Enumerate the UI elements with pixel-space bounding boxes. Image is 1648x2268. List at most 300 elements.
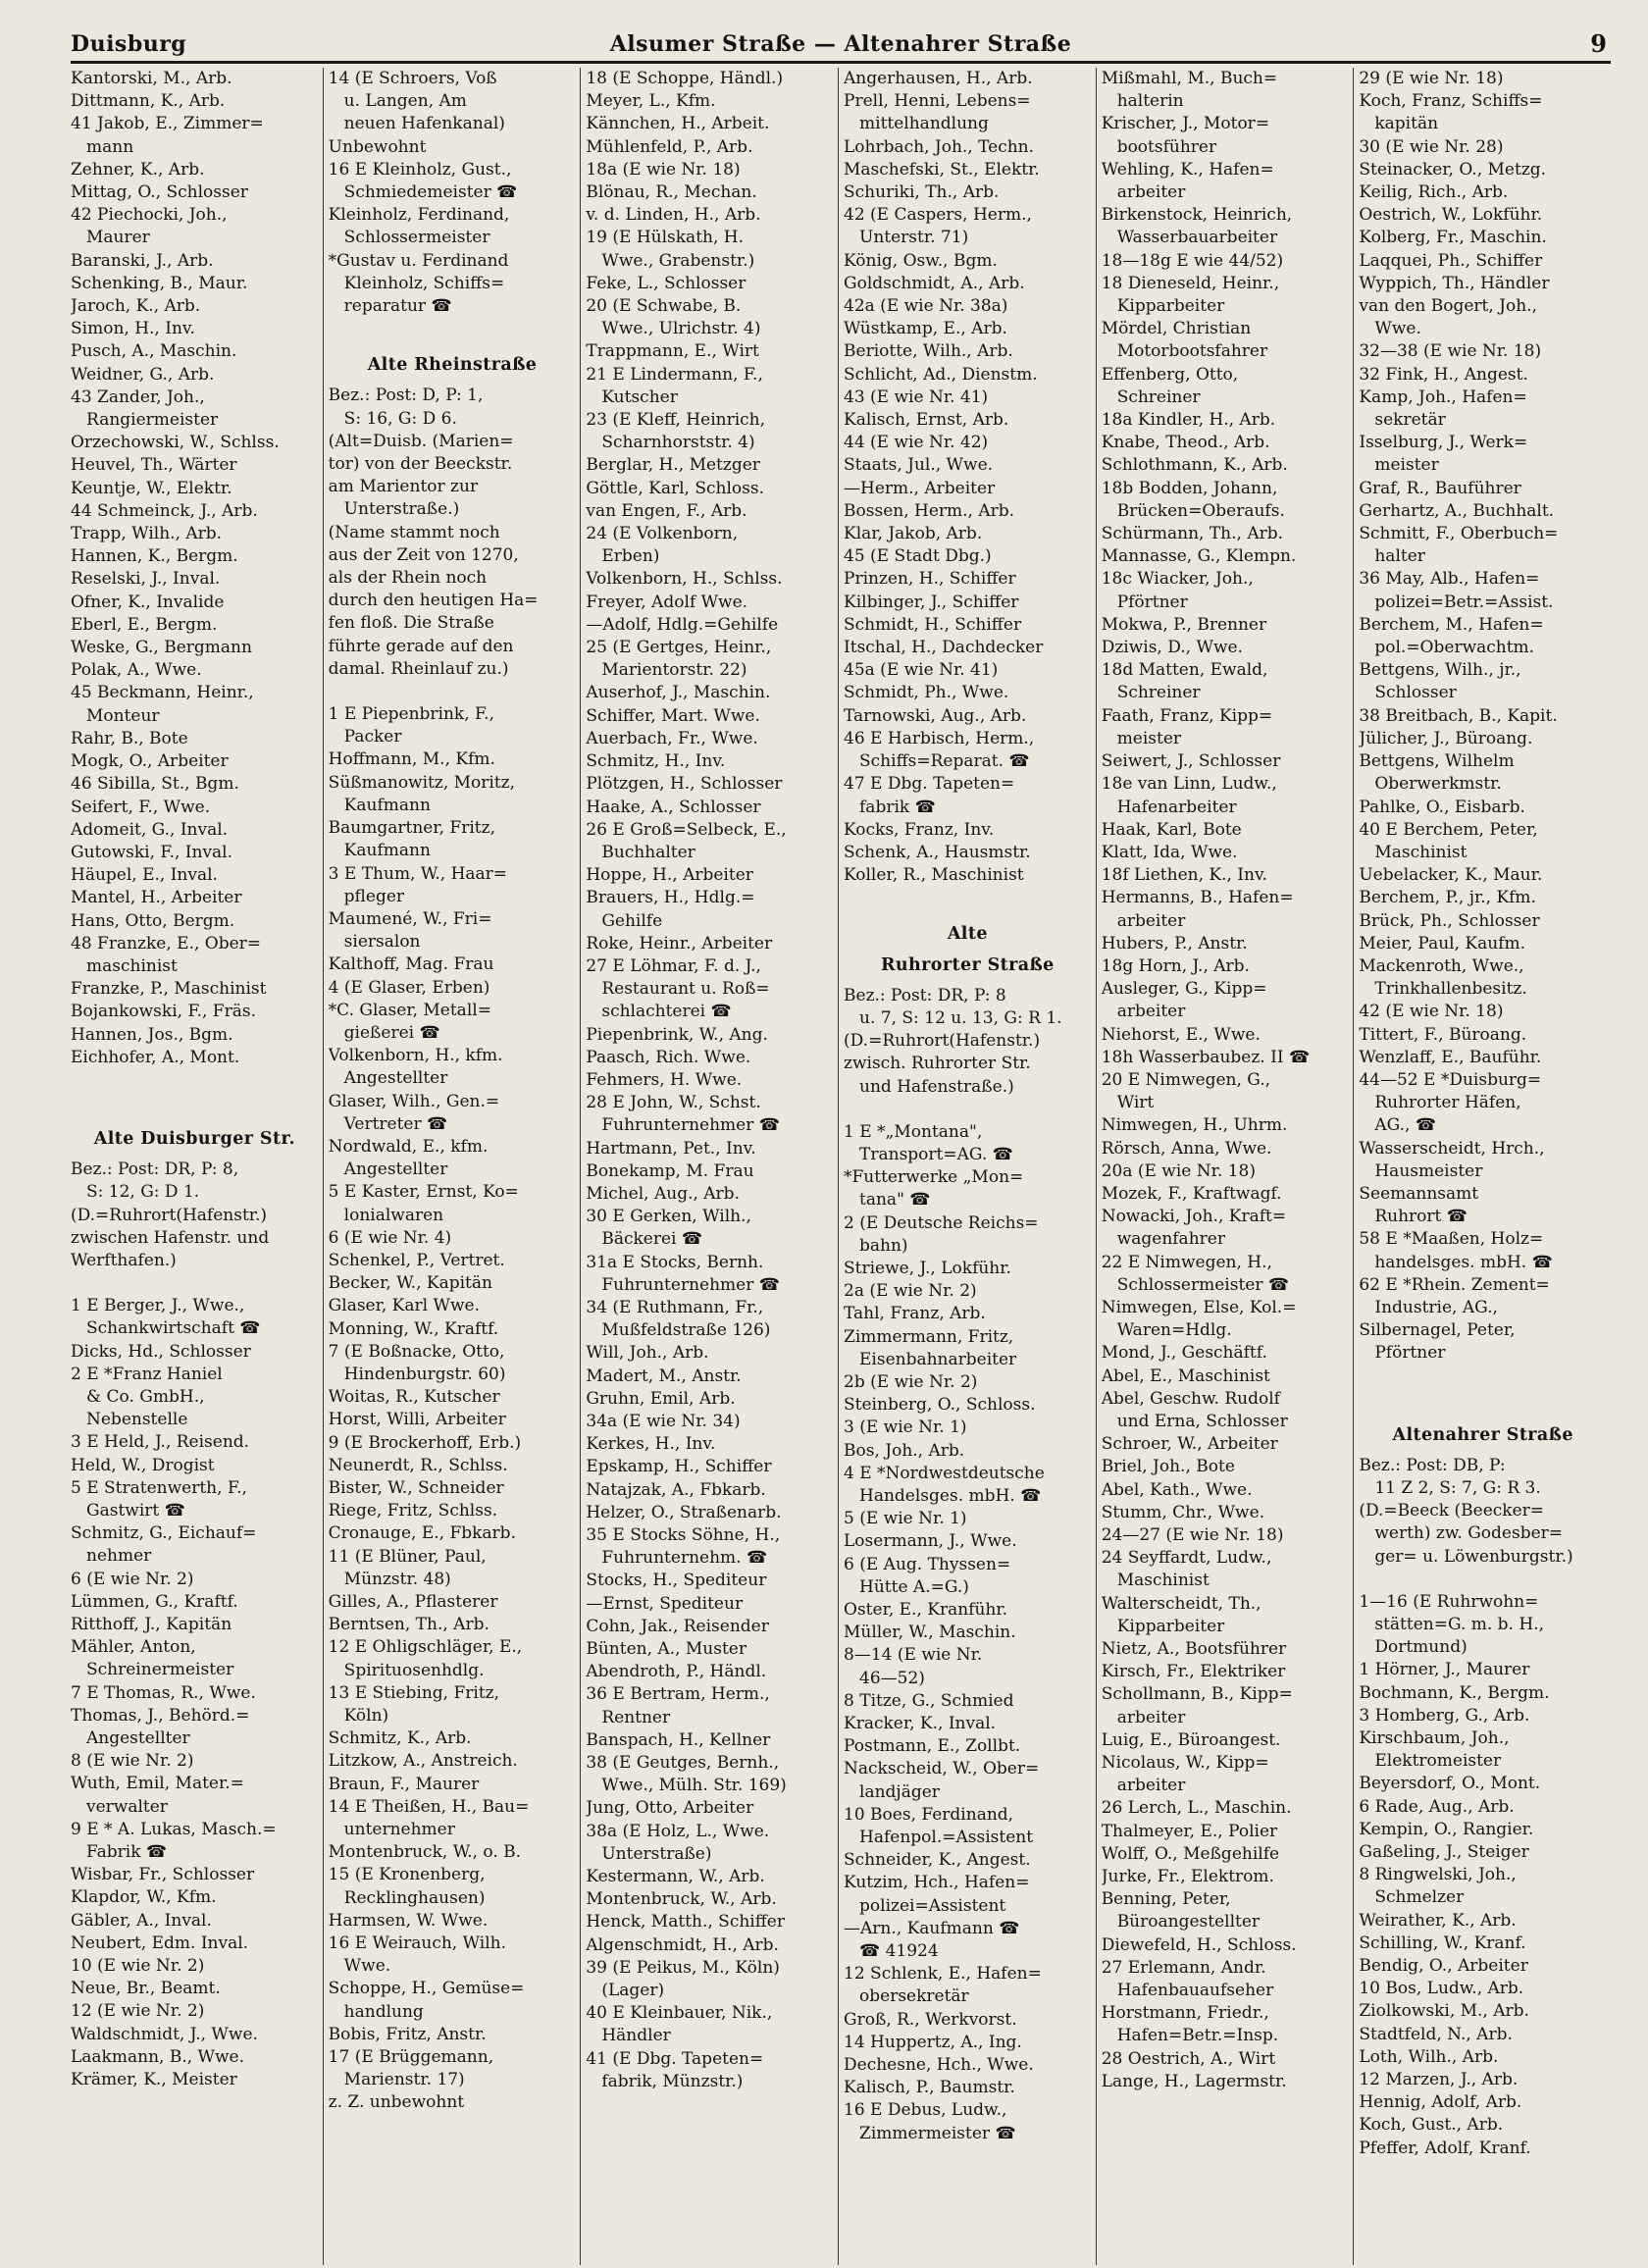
directory-entry: Hubers, P., Anstr. — [1101, 933, 1248, 954]
directory-entry: Brauers, H., Hdlg.= — [586, 888, 755, 908]
entry-continuation: wagenfahrer — [1116, 1229, 1225, 1250]
directory-entry: Bendig, O., Arbeiter — [1359, 1956, 1528, 1977]
directory-entry: Oster, E., Kranführ. — [844, 1600, 1008, 1620]
directory-entry: Mühlenfeld, P., Arb. — [586, 136, 753, 157]
entry-continuation: arbeiter — [1116, 182, 1186, 203]
entry-continuation: Schiffs=Reparat. ☎ — [859, 751, 1030, 772]
page-number: 9 — [1590, 29, 1607, 58]
directory-entry: 6 (E wie Nr. 2) — [71, 1569, 194, 1589]
entry-continuation: bootsführer — [1116, 136, 1217, 157]
spacer — [844, 1099, 1092, 1121]
directory-entry: Abendroth, P., Händl. — [586, 1662, 767, 1682]
directory-entry: 16 E Kleinholz, Gust., — [328, 159, 512, 180]
directory-entry: Kalthoff, Mag. Frau — [328, 954, 494, 975]
directory-entry: Mähler, Anton, — [71, 1637, 196, 1658]
directory-entry: Bez.: Post: DR, P: 8, — [71, 1160, 239, 1180]
directory-entry: Itschal, H., Dachdecker — [844, 638, 1044, 658]
directory-entry: Berchem, M., Hafen= — [1359, 614, 1544, 635]
entry-continuation: Fabrik ☎ — [86, 1842, 168, 1863]
directory-entry: aus der Zeit von 1270, — [328, 544, 519, 565]
directory-entry: Krämer, K., Meister — [71, 2070, 237, 2090]
entry-continuation: und Hafenstraße.) — [859, 1076, 1014, 1097]
entry-continuation: mann — [86, 136, 134, 157]
entry-continuation: Schreiner — [1116, 683, 1201, 703]
directory-entry: 14 E Theißen, H., Bau= — [328, 1796, 530, 1817]
entry-continuation: Hafenpol.=Assistent — [859, 1828, 1034, 1848]
directory-entry: Jurke, Fr., Elektrom. — [1101, 1867, 1274, 1887]
entry-continuation: Ruhrort ☎ — [1374, 1207, 1468, 1227]
directory-entry: 2 (E Deutsche Reichs= — [844, 1212, 1039, 1233]
directory-entry: 1 E Piepenbrink, F., — [328, 704, 494, 725]
directory-entry: Gerhartz, A., Buchhalt. — [1359, 500, 1555, 521]
directory-entry: (Name stammt noch — [328, 522, 500, 542]
directory-entry: Diewefeld, H., Schloss. — [1101, 1934, 1297, 1955]
entry-continuation: Brücken=Oberaufs. — [1116, 500, 1285, 521]
entry-continuation: unternehmer — [343, 1820, 455, 1840]
entry-continuation: fabrik ☎ — [859, 797, 936, 817]
directory-entry: —Ernst, Spediteur — [586, 1593, 744, 1614]
entry-continuation: Kutscher — [601, 387, 678, 407]
street-heading: Ruhrorter Straße — [880, 954, 1055, 975]
directory-entry: Bettgens, Wilhelm — [1359, 751, 1515, 772]
directory-entry: Henck, Matth., Schiffer — [586, 1912, 785, 1933]
directory-entry: Hennig, Adolf, Arb. — [1359, 2092, 1522, 2113]
directory-entry: Cronauge, E., Fbkarb. — [328, 1523, 516, 1544]
directory-entry: Bos, Joh., Arb. — [844, 1440, 965, 1461]
directory-entry: Schilling, W., Kranf. — [1359, 1933, 1526, 1953]
directory-entry: Litzkow, A., Anstreich. — [328, 1751, 518, 1772]
entry-continuation: Kaufmann — [343, 841, 431, 861]
directory-entry: z. Z. unbewohnt — [328, 2092, 465, 2113]
entry-continuation: Münzstr. 48) — [343, 1569, 451, 1589]
directory-entry: Wasserscheidt, Hrch., — [1359, 1138, 1545, 1159]
directory-entry: Berchem, P., jr., Kfm. — [1359, 888, 1536, 908]
directory-entry: 6 Rade, Aug., Arb. — [1359, 1796, 1515, 1817]
directory-entry: als der Rhein noch — [328, 568, 488, 589]
directory-entry: Kalisch, P., Baumstr. — [844, 2078, 1015, 2098]
entry-continuation: u. 7, S: 12 u. 13, G: R 1. — [859, 1007, 1062, 1028]
directory-entry: Kilbinger, J., Schiffer — [844, 592, 1019, 612]
directory-entry: Glaser, Wilh., Gen.= — [328, 1091, 500, 1111]
spacer — [329, 318, 577, 340]
directory-entry: Blönau, R., Mechan. — [586, 182, 757, 203]
directory-entry: 18b Bodden, Johann, — [1101, 478, 1278, 498]
entry-continuation: Pförtner — [1374, 1343, 1446, 1364]
street-heading: Altenahrer Straße — [1392, 1424, 1573, 1445]
entry-continuation: nehmer — [86, 1546, 152, 1567]
entry-continuation: Schlosser — [1374, 683, 1457, 703]
street-heading: Alte Rheinstraße — [367, 355, 538, 376]
entry-continuation: obersekretär — [859, 1986, 969, 2007]
directory-entry: Keilig, Rich., Arb. — [1359, 182, 1509, 203]
directory-entry: Werfthafen.) — [71, 1250, 177, 1270]
directory-entry: v. d. Linden, H., Arb. — [586, 205, 761, 226]
directory-entry: Hermanns, B., Hafen= — [1101, 888, 1294, 908]
directory-entry: 42 Piechocki, Joh., — [71, 205, 228, 226]
directory-entry: Klar, Jakob, Arb. — [844, 524, 983, 544]
entry-continuation: Händler — [601, 2026, 671, 2046]
directory-entry: Heuvel, Th., Wärter — [71, 455, 237, 476]
directory-entry: zwischen Hafenstr. und — [71, 1227, 270, 1248]
directory-entry: Rörsch, Anna, Wwe. — [1101, 1138, 1272, 1159]
directory-entry: Jaroch, K., Arb. — [71, 296, 201, 317]
directory-entry: Nietz, A., Bootsführer — [1101, 1639, 1287, 1660]
directory-entry: Lümmen, G., Kraftf. — [71, 1591, 238, 1612]
entry-continuation: arbeiter — [1116, 910, 1186, 931]
directory-entry: Kirsch, Fr., Elektriker — [1101, 1662, 1286, 1682]
directory-entry: Bez.: Post: DR, P: 8 — [844, 985, 1006, 1005]
entry-continuation: sekretär — [1374, 410, 1446, 431]
directory-entry: Mond, J., Geschäftf. — [1101, 1343, 1267, 1364]
directory-entry: 15 (E Kronenberg, — [328, 1865, 486, 1885]
directory-entry: tor) von der Beeckstr. — [328, 454, 513, 475]
entry-continuation: fabrik, Münzstr.) — [601, 2071, 744, 2091]
directory-entry: Schlicht, Ad., Dienstm. — [844, 364, 1038, 385]
directory-entry: Steinacker, O., Metzg. — [1359, 159, 1547, 180]
entry-continuation: maschinist — [86, 955, 178, 976]
directory-entry: Effenberg, Otto, — [1101, 364, 1239, 385]
directory-entry: 4 (E Glaser, Erben) — [328, 977, 490, 998]
directory-entry: Maschefski, St., Elektr. — [844, 159, 1040, 180]
directory-entry: Ritthoff, J., Kapitän — [71, 1615, 232, 1634]
directory-entry: Schenking, B., Maur. — [71, 273, 248, 293]
directory-entry: 18—18g E wie 44/52) — [1101, 250, 1284, 271]
directory-entry: Tittert, F., Büroang. — [1359, 1024, 1527, 1045]
directory-entry: Epskamp, H., Schiffer — [586, 1457, 772, 1477]
entry-continuation: Unterstr. 71) — [859, 228, 969, 248]
entry-continuation: lonialwaren — [343, 1205, 444, 1225]
entry-continuation: Wwe., Grabenstr.) — [601, 250, 755, 271]
entry-continuation: Rangiermeister — [86, 410, 219, 431]
entry-continuation: Motorbootsfahrer — [1116, 341, 1268, 362]
column-1 — [71, 68, 323, 2265]
directory-entry: Losermann, J., Wwe. — [844, 1531, 1017, 1552]
directory-entry: Schmitt, F., Oberbuch= — [1359, 524, 1559, 544]
directory-entry: Isselburg, J., Werk= — [1359, 433, 1528, 453]
directory-entry: 32 Fink, H., Angest. — [1359, 364, 1528, 385]
directory-entry: 43 Zander, Joh., — [71, 387, 205, 407]
directory-entry: Harmsen, W. Wwe. — [328, 1910, 489, 1931]
entry-continuation: Hafenbauaufseher — [1116, 1981, 1274, 2001]
entry-continuation: Hütte A.=G.) — [859, 1576, 969, 1597]
directory-entry: 1—16 (E Ruhrwohn= — [1359, 1591, 1539, 1612]
directory-entry: Ofner, K., Invalide — [71, 592, 225, 612]
entry-continuation: Schmiedemeister ☎ — [343, 182, 518, 203]
directory-entry: Häupel, E., Inval. — [71, 865, 218, 886]
entry-continuation: stätten=G. m. b. H., — [1374, 1615, 1544, 1634]
directory-entry: Kalisch, Ernst, Arb. — [844, 410, 1009, 431]
directory-entry: 8 Ringwelski, Joh., — [1359, 1865, 1517, 1885]
directory-entry: Natajzak, A., Fbkarb. — [586, 1479, 766, 1500]
directory-entry: 21 E Lindermann, F., — [586, 364, 763, 385]
directory-entry: Roke, Heinr., Arbeiter — [586, 933, 773, 954]
directory-entry: 16 E Debus, Ludw., — [844, 2100, 1007, 2121]
directory-entry: Silbernagel, Peter, — [1359, 1320, 1516, 1341]
directory-entry: Bochmann, K., Bergm. — [1359, 1682, 1550, 1703]
directory-entry: 43 (E wie Nr. 41) — [844, 387, 989, 407]
directory-entry: 5 E Stratenwerth, F., — [71, 1477, 247, 1498]
spacer — [71, 1092, 319, 1114]
directory-entry: Paasch, Rich. Wwe. — [586, 1047, 751, 1067]
entry-continuation: AG., ☎ — [1374, 1115, 1436, 1136]
spacer — [71, 1069, 319, 1092]
directory-entry: Fehmers, H. Wwe. — [586, 1069, 743, 1090]
directory-entry: 25 (E Gertges, Heinr., — [586, 638, 772, 658]
entry-continuation: Fuhrunternehmer ☎ — [601, 1115, 780, 1136]
directory-entry: Klapdor, W., Kfm. — [71, 1887, 217, 1908]
directory-entry: Abel, Geschw. Rudolf — [1101, 1388, 1280, 1409]
entry-continuation: handlung — [343, 2001, 424, 2022]
directory-entry: Schiffer, Mart. Wwe. — [586, 705, 760, 726]
directory-entry: Dechesne, Hch., Wwe. — [844, 2055, 1034, 2076]
entry-continuation: meister — [1116, 728, 1182, 748]
directory-entry: Gaßeling, J., Steiger — [1359, 1842, 1529, 1863]
entry-continuation: Spirituosenhdlg. — [343, 1660, 485, 1680]
directory-entry: 22 E Nimwegen, H., — [1101, 1252, 1272, 1272]
directory-entry: Tarnowski, Aug., Arb. — [844, 705, 1027, 726]
directory-entry: Gäbler, A., Inval. — [71, 1910, 212, 1931]
directory-entry: Weidner, G., Arb. — [71, 364, 215, 385]
directory-entry: Hannen, Jos., Bgm. — [71, 1024, 233, 1045]
directory-entry: Jung, Otto, Arbeiter — [586, 1798, 754, 1819]
entry-continuation: Schlossermeister — [343, 228, 490, 248]
directory-entry: 41 (E Dbg. Tapeten= — [586, 2048, 764, 2069]
directory-entry: Hans, Otto, Bergm. — [71, 910, 235, 931]
directory-entry: Michel, Aug., Arb. — [586, 1183, 740, 1204]
directory-entry: Laakmann, B., Wwe. — [71, 2046, 245, 2067]
directory-entry: Bossen, Herm., Arb. — [844, 500, 1015, 521]
directory-entry: am Marientor zur — [328, 477, 479, 497]
directory-entry: 3 Homberg, G., Arb. — [1359, 1705, 1530, 1726]
directory-entry: Schoppe, H., Gemüse= — [328, 1979, 525, 1999]
directory-entry: Süßmanowitz, Moritz, — [328, 772, 516, 793]
entry-continuation: Wwe., Mülh. Str. 169) — [601, 1776, 787, 1796]
header-city: Duisburg — [71, 31, 187, 57]
directory-entry: Schlothmann, K., Arb. — [1101, 455, 1288, 476]
directory-entry: Prinzen, H., Schiffer — [844, 569, 1016, 590]
entry-continuation: Scharnhorststr. 4) — [601, 433, 755, 453]
directory-entry: Kocks, Franz, Inv. — [844, 819, 995, 840]
spacer — [844, 887, 1092, 909]
directory-entry: Waldschmidt, J., Wwe. — [71, 2024, 258, 2044]
directory-entry: 7 E Thomas, R., Wwe. — [71, 1682, 256, 1703]
entry-continuation: landjäger — [859, 1781, 940, 1802]
entry-continuation: Buchhalter — [601, 842, 695, 862]
directory-entry: Horst, Willi, Arbeiter — [328, 1410, 506, 1430]
directory-entry: 11 (E Blüner, Paul, — [328, 1546, 487, 1567]
entry-continuation: Erben) — [601, 546, 660, 567]
directory-entry: Bojankowski, F., Fräs. — [71, 1002, 256, 1022]
entry-continuation: Köln) — [343, 1706, 389, 1727]
directory-entry: 26 E Groß=Selbeck, E., — [586, 819, 787, 840]
directory-entry: Seifert, F., Wwe. — [71, 797, 211, 817]
directory-entry: Simon, H., Inv. — [71, 319, 195, 339]
entry-continuation: Hausmeister — [1374, 1160, 1483, 1181]
directory-entry: Baumgartner, Fritz, — [328, 818, 495, 839]
entry-continuation: Maschinist — [1116, 1571, 1210, 1591]
directory-entry: Klatt, Ida, Wwe. — [1101, 842, 1238, 862]
directory-entry: Mackenroth, Wwe., — [1359, 955, 1524, 976]
directory-entry: damal. Rheinlauf zu.) — [328, 658, 509, 679]
directory-entry: 12 Marzen, J., Arb. — [1359, 2070, 1519, 2090]
directory-entry: 5 (E wie Nr. 1) — [844, 1509, 967, 1529]
directory-entry: Staats, Jul., Wwe. — [844, 455, 994, 476]
directory-entry: 30 (E wie Nr. 28) — [1359, 136, 1504, 157]
directory-entry: Bez.: Post: D, P: 1, — [328, 386, 484, 406]
entry-continuation: Wwe., Ulrichstr. 4) — [601, 319, 761, 339]
directory-entry: Trapp, Wilh., Arb. — [71, 524, 223, 544]
directory-entry: Keuntje, W., Elektr. — [71, 478, 232, 498]
column-2 — [323, 68, 581, 2265]
entry-continuation: Oberwerkmstr. — [1374, 774, 1502, 795]
directory-entry: Schmitz, G., Eichauf= — [71, 1523, 257, 1544]
entry-continuation: Kipparbeiter — [1116, 1616, 1225, 1636]
directory-entry: 38a (E Holz, L., Wwe. — [586, 1821, 770, 1841]
directory-entry: 1 Hörner, J., Maurer — [1359, 1660, 1530, 1680]
entry-continuation: Gehilfe — [601, 910, 663, 931]
directory-entry: 28 E John, W., Schst. — [586, 1093, 761, 1113]
directory-entry: Banspach, H., Kellner — [586, 1729, 771, 1750]
directory-entry: 42a (E wie Nr. 38a) — [844, 296, 1008, 317]
directory-entry: Wenzlaff, E., Bauführ. — [1359, 1047, 1542, 1067]
entry-continuation: Nebenstelle — [86, 1410, 188, 1430]
directory-entry: Prell, Henni, Lebens= — [844, 91, 1031, 112]
directory-entry: Kolberg, Fr., Maschin. — [1359, 228, 1547, 248]
entry-continuation: bahn) — [859, 1235, 908, 1256]
entry-continuation: Fuhrunternehm. ☎ — [601, 1548, 768, 1569]
directory-entry: Plötzgen, H., Schlosser — [586, 774, 783, 795]
directory-entry: 12 E Ohligschläger, E., — [328, 1637, 523, 1658]
directory-entry: Tahl, Franz, Arb. — [844, 1304, 986, 1324]
directory-entry: Kleinholz, Ferdinand, — [328, 205, 510, 226]
directory-entry: 12 (E wie Nr. 2) — [71, 2001, 205, 2022]
entry-continuation: handelsges. mbH. ☎ — [1374, 1252, 1553, 1272]
directory-entry: Müller, W., Maschin. — [844, 1623, 1016, 1643]
directory-entry: Bettgens, Wilh., jr., — [1359, 660, 1521, 681]
directory-entry: 31a E Stocks, Bernh. — [586, 1252, 764, 1272]
directory-entry: Kracker, K., Inval. — [844, 1714, 997, 1734]
entry-continuation: pol.=Oberwachtm. — [1374, 638, 1535, 658]
directory-entry: 18 (E Schoppe, Händl.) — [586, 69, 784, 88]
directory-entry: 40 E Kleinbauer, Nik., — [586, 2003, 773, 2024]
directory-entry: 46 E Harbisch, Herm., — [844, 728, 1035, 748]
entry-continuation: mittelhandlung — [859, 114, 989, 134]
directory-entry: 34a (E wie Nr. 34) — [586, 1411, 741, 1431]
directory-entry: Schürmann, Th., Arb. — [1101, 524, 1284, 544]
entry-continuation: Handelsges. mbH. ☎ — [859, 1485, 1042, 1506]
directory-entry: Schmidt, Ph., Wwe. — [844, 683, 1009, 703]
directory-entry: Kännchen, H., Arbeit. — [586, 114, 770, 134]
directory-entry: 1 E Berger, J., Wwe., — [71, 1296, 245, 1316]
directory-entry: 36 May, Alb., Hafen= — [1359, 569, 1540, 590]
directory-entry: Reselski, J., Inval. — [71, 569, 221, 590]
directory-entry: 29 (E wie Nr. 18) — [1359, 69, 1504, 88]
directory-entry: Mittag, O., Schlosser — [71, 182, 248, 203]
directory-entry: 18e van Linn, Ludw., — [1101, 774, 1277, 795]
column-4 — [838, 68, 1096, 2265]
directory-entry: 6 (E wie Nr. 4) — [328, 1227, 452, 1248]
directory-entry: Abel, E., Maschinist — [1101, 1366, 1270, 1386]
page-header — [71, 29, 1611, 64]
directory-entry: 18g Horn, J., Arb. — [1101, 955, 1250, 976]
entry-continuation: Kipparbeiter — [1116, 296, 1225, 317]
directory-entry: Seiwert, J., Schlosser — [1101, 751, 1281, 772]
directory-entry: 24 (E Volkenborn, — [586, 524, 739, 544]
directory-entry: Koch, Franz, Schiffs= — [1359, 91, 1543, 112]
directory-entry: Kamp, Joh., Hafen= — [1359, 387, 1527, 407]
entry-continuation: arbeiter — [1116, 1707, 1186, 1727]
directory-entry: 18a (E wie Nr. 18) — [586, 159, 741, 180]
entry-continuation: u. Langen, Am — [343, 91, 467, 112]
directory-entry: (Alt=Duisb. (Marien= — [328, 431, 514, 451]
directory-entry: 14 Huppertz, A., Ing. — [844, 2032, 1022, 2052]
directory-entry: Adomeit, G., Inval. — [71, 819, 229, 840]
directory-entry: 9 E * A. Lukas, Masch.= — [71, 1819, 277, 1839]
entry-continuation: Elektromeister — [1374, 1751, 1502, 1772]
column-5 — [1096, 68, 1354, 2265]
directory-entry: Berntsen, Th., Arb. — [328, 1615, 489, 1635]
directory-entry: 5 E Kaster, Ernst, Ko= — [328, 1182, 519, 1203]
entry-continuation: Dortmund) — [1374, 1637, 1468, 1658]
directory-entry: Göttle, Karl, Schloss. — [586, 478, 764, 498]
directory-entry: 38 Breitbach, B., Kapit. — [1359, 705, 1558, 726]
directory-entry: Bobis, Fritz, Anstr. — [328, 2024, 487, 2044]
directory-entry: 42 (E wie Nr. 18) — [1359, 1002, 1504, 1022]
directory-entry: (D.=Ruhrort(Hafenstr.) — [844, 1031, 1041, 1052]
directory-entry: Volkenborn, H., Schlss. — [586, 569, 783, 590]
directory-entry: Schmidt, H., Schiffer — [844, 614, 1022, 635]
entry-continuation: halter — [1374, 546, 1425, 567]
directory-entry: Monning, W., Kraftf. — [328, 1318, 499, 1339]
directory-entry: Held, W., Drogist — [71, 1455, 215, 1475]
spacer — [71, 1272, 319, 1295]
directory-entry: Beriotte, Wilh., Arb. — [844, 341, 1013, 362]
directory-entry: Berglar, H., Metzger — [586, 455, 760, 476]
directory-entry: 10 Bos, Ludw., Arb. — [1359, 1979, 1524, 1999]
directory-entry: Unbewohnt — [328, 136, 427, 157]
directory-entry: Orzechowski, W., Schlss. — [71, 433, 280, 453]
directory-entry: Schmitz, H., Inv. — [586, 751, 726, 772]
entry-continuation: Schreiner — [1116, 387, 1201, 407]
entry-continuation: Angestellter — [343, 1160, 448, 1180]
directory-entry: Koch, Gust., Arb. — [1359, 2115, 1504, 2136]
directory-entry: Dicks, Hd., Schlosser — [71, 1341, 251, 1362]
entry-continuation: neuen Hafenkanal) — [343, 114, 505, 134]
entry-continuation: Unterstraße) — [601, 1843, 712, 1864]
entry-continuation: Fuhrunternehmer ☎ — [601, 1274, 780, 1295]
directory-entry: Luig, E., Büroangest. — [1101, 1729, 1281, 1750]
directory-entry: Stadtfeld, N., Arb. — [1359, 2024, 1513, 2044]
directory-entry: 8 Titze, G., Schmied — [844, 1690, 1014, 1711]
directory-entry: Meier, Paul, Kaufm. — [1359, 933, 1525, 954]
directory-entry: Krischer, J., Motor= — [1101, 114, 1270, 134]
directory-entry: Wüstkamp, E., Arb. — [844, 319, 1007, 339]
entry-continuation: Gastwirt ☎ — [86, 1500, 185, 1521]
directory-entry: Haake, A., Schlosser — [586, 797, 761, 817]
directory-entry: van den Bogert, Joh., — [1359, 296, 1537, 317]
directory-entry: Wyppich, Th., Händler — [1359, 273, 1550, 293]
directory-entry: Wisbar, Fr., Schlosser — [71, 1865, 255, 1885]
directory-entry: 45a (E wie Nr. 41) — [844, 660, 999, 681]
entry-continuation: tana" ☎ — [859, 1190, 931, 1211]
directory-entry: 3 E Held, J., Reisend. — [71, 1432, 250, 1453]
entry-continuation: Maschinist — [1374, 842, 1468, 862]
directory-entry: Schroer, W., Arbeiter — [1101, 1434, 1278, 1455]
directory-entry: 44—52 E *Duisburg= — [1359, 1069, 1542, 1090]
directory-entry: Striewe, J., Lokführ. — [844, 1258, 1011, 1278]
directory-entry: Braun, F., Maurer — [328, 1774, 480, 1794]
directory-entry: 13 E Stiebing, Fritz, — [328, 1682, 500, 1703]
